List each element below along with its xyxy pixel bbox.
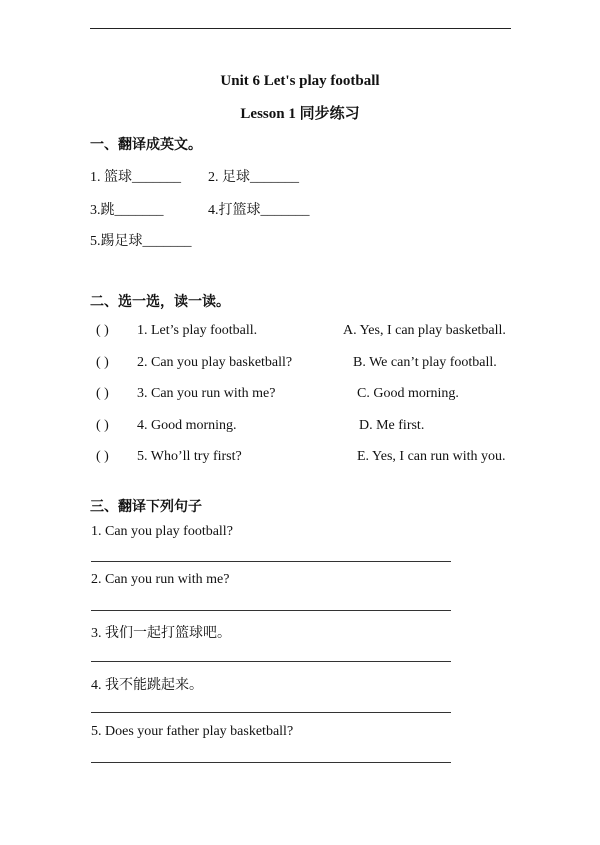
translate-sentence-5: 5. Does your father play basketball? <box>91 724 294 739</box>
translate-sentence-1: 1. Can you play football? <box>91 524 233 539</box>
section1-heading: 一、翻译成英文。 <box>90 137 202 153</box>
worksheet-title: Unit 6 Let's play football <box>220 73 380 89</box>
translate-sentence-2: 2. Can you run with me? <box>91 572 230 587</box>
answer-bracket[interactable]: ( ) <box>96 449 109 464</box>
translate-sentence-3: 3. 我们一起打篮球吧。 <box>91 626 231 641</box>
answer-bracket[interactable]: ( ) <box>96 355 109 370</box>
section2-heading: 二、选一选，读一读。 <box>90 294 230 310</box>
option-a: A. Yes, I can play basketball. <box>343 323 506 338</box>
answer-bracket[interactable]: ( ) <box>96 386 109 401</box>
question-5: 5. Who’ll try first? <box>137 449 242 464</box>
question-1: 1. Let’s play football. <box>137 323 258 338</box>
worksheet-subtitle: Lesson 1 同步练习 <box>240 106 360 122</box>
answer-line[interactable] <box>91 762 451 763</box>
top-rule <box>90 28 511 29</box>
question-2: 2. Can you play basketball? <box>137 355 293 370</box>
section1-item-4: 4.打篮球_______ <box>208 203 310 218</box>
section3-heading: 三、翻译下列句子 <box>90 499 202 515</box>
question-4: 4. Good morning. <box>137 418 237 433</box>
section1-item-3: 3.跳_______ <box>90 203 164 218</box>
answer-line[interactable] <box>91 661 451 662</box>
answer-line[interactable] <box>91 561 451 562</box>
section1-item-1: 1. 篮球_______ <box>90 170 181 185</box>
question-3: 3. Can you run with me? <box>137 386 276 401</box>
option-e: E. Yes, I can run with you. <box>357 449 506 464</box>
translate-sentence-4: 4. 我不能跳起来。 <box>91 678 203 693</box>
option-c: C. Good morning. <box>357 386 459 401</box>
option-d: D. Me first. <box>359 418 425 433</box>
section1-item-5: 5.踢足球_______ <box>90 234 192 249</box>
answer-line[interactable] <box>91 712 451 713</box>
answer-bracket[interactable]: ( ) <box>96 418 109 433</box>
answer-line[interactable] <box>91 610 451 611</box>
section1-item-2: 2. 足球_______ <box>208 170 299 185</box>
option-b: B. We can’t play football. <box>353 355 497 370</box>
answer-bracket[interactable]: ( ) <box>96 323 109 338</box>
